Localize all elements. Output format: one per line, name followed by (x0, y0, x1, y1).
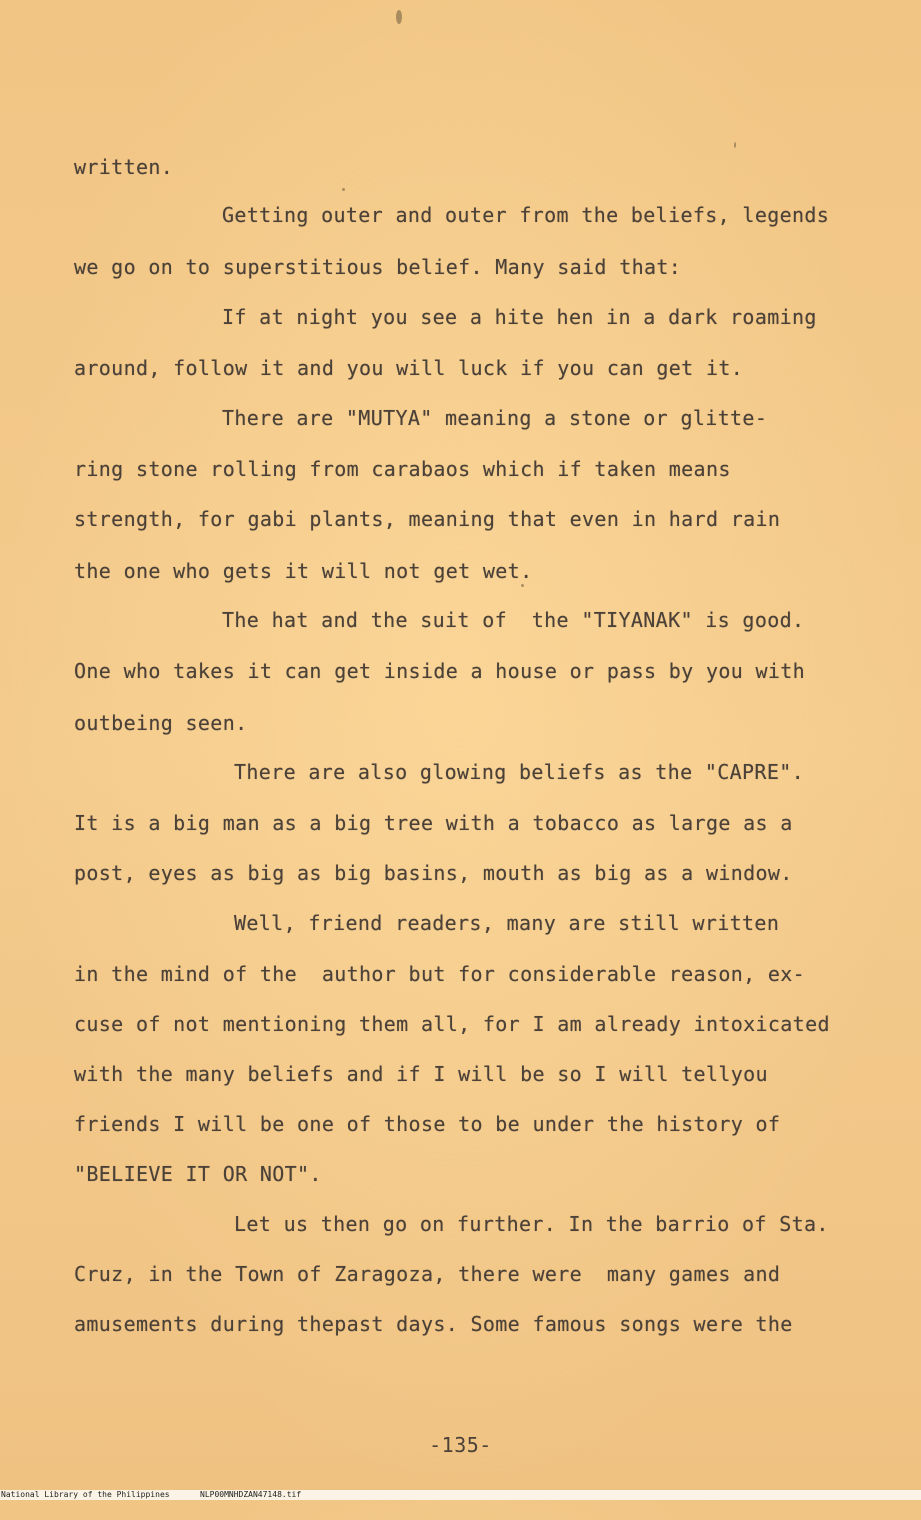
text-line: with the many beliefs and if I will be so I will tellyou (74, 1062, 768, 1086)
text-line: One who takes it can get inside a house or pass by you with (74, 659, 806, 683)
text-line: "BELIEVE IT OR NOT". (74, 1162, 322, 1186)
text-line: There are "MUTYA" meaning a stone or glitte- (222, 406, 768, 430)
text-line: Cruz, in the Town of Zaragoza, there were many games and (74, 1262, 781, 1286)
text-line: around, follow it and you will luck if you can get it. (74, 356, 744, 380)
text-line: post, eyes as big as big basins, mouth as big as a window. (74, 861, 793, 885)
page-number: -135- (429, 1433, 492, 1457)
paper-speck (734, 142, 736, 148)
paper-speck (396, 10, 402, 24)
text-line: the one who gets it will not get wet. (74, 559, 533, 583)
text-line: If at night you see a hite hen in a dark roaming (222, 305, 817, 329)
footer-institution: National Library of the Philippines (1, 1490, 170, 1499)
text-line: in the mind of the author but for considerable reason, ex- (74, 962, 806, 986)
text-line: friends I will be one of those to be under the history of (74, 1112, 781, 1136)
text-line: It is a big man as a big tree with a tobacco as large as a (74, 811, 793, 835)
footer-filename: NLP00MNHDZAN47148.tif (200, 1490, 302, 1499)
scan-footer (0, 1490, 921, 1500)
text-line: There are also glowing beliefs as the "CAPRE". (234, 760, 804, 784)
text-line: strength, for gabi plants, meaning that even in hard rain (74, 507, 781, 531)
paper-speck (342, 188, 345, 191)
text-line: written. (74, 155, 174, 179)
text-line: outbeing seen. (74, 711, 248, 735)
text-line: amusements during thepast days. Some famous songs were the (74, 1312, 793, 1336)
text-line: ring stone rolling from carabaos which if taken means (74, 457, 731, 481)
paper-speck (521, 584, 524, 587)
text-line: The hat and the suit of the "TIYANAK" is good. (222, 608, 805, 632)
text-line: Let us then go on further. In the barrio of Sta. (234, 1212, 829, 1236)
text-line: cuse of not mentioning them all, for I am already intoxicated (74, 1012, 830, 1036)
text-line: we go on to superstitious belief. Many said that: (74, 255, 682, 279)
text-line: Getting outer and outer from the beliefs, legends (222, 203, 830, 227)
text-line: Well, friend readers, many are still written (234, 911, 780, 935)
